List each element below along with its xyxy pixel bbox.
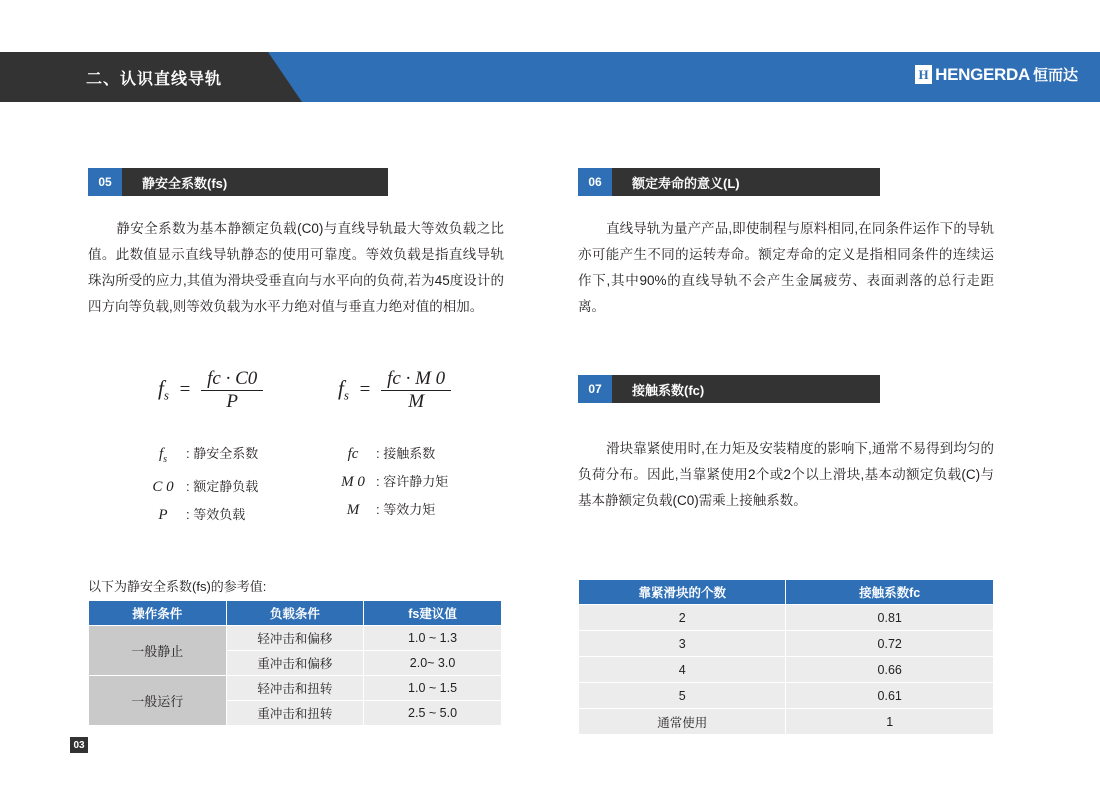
paragraph-fs [88,216,504,320]
table-header-row [89,601,502,626]
table-left-caption: 以下为静安全系数(fs)的参考值: [88,579,267,594]
paragraph-fc [578,436,994,514]
section-label-07: 接触系数(fc) [632,382,705,398]
legend-symbol: P [158,507,168,523]
section-label-05: 静安全系数(fs) [142,175,228,191]
table-row [579,631,994,657]
legend-symbol: C 0 [152,479,174,495]
table-row [579,709,994,735]
paragraph-life [578,216,994,320]
logo-text-cn: 恒而达 [1032,67,1078,84]
logo-mark-icon: H [915,65,932,84]
cell-load: 重冲击和扭转 [226,701,364,726]
legend-desc: 容许静力矩 [383,474,449,489]
formula-2-denominator: M [408,391,425,412]
legend-item: $f_s$ : 静安全系数 [140,440,258,473]
paragraph-fc-text: 滑块靠紧使用时,在力矩及安装精度的影响下,通常不易得到均匀的负荷分布。因此,当靠紧使用2个或2个以上滑块,基本动额定负载(C)与基本静额定负载(C0)需乘上接触系数。 [578,441,994,508]
table-header-row [579,580,994,605]
cell-condition: 一般运行 [89,676,227,726]
paragraph-life-text: 直线导轨为量产产品,即使制程与原料相同,在同条件运作下的导轨亦可能产生不同的运转寿命。额定寿命的定义是指相同条件的连续运作下,其中90%的直线导轨不会产生金属疲劳、表面剥落的总行走距离。 [578,221,994,314]
column-header: 负载条件 [226,601,364,626]
cell-count: 4 [579,657,786,683]
page-title: 二、认识直线导轨 [86,71,223,88]
legend-symbol: M [346,502,360,518]
column-header: 靠紧滑块的个数 [579,580,786,605]
legend-right [330,440,448,524]
legend-item: P : 等效负载 [140,501,258,529]
cell-fc: 0.61 [786,683,994,709]
cell-load: 轻冲击和扭转 [226,676,364,701]
cell-value: 2.0~ 3.0 [364,651,502,676]
formula-fs-c0: $f_s$ = $\frac{fc \cdot C0}{P}$ [158,368,263,413]
formula-2-numerator: fc · M 0 [381,368,451,391]
formula-1-numerator: fc · C0 [201,368,263,391]
legend-item: M : 等效力矩 [330,496,448,524]
legend-symbol: fc [347,446,359,462]
cell-value: 2.5 ~ 5.0 [364,701,502,726]
legend-desc: 等效负载 [193,507,246,522]
cell-load: 轻冲击和偏移 [226,626,364,651]
section-number-05: 05 [88,168,122,196]
cell-fc: 0.66 [786,657,994,683]
legend-desc: 静安全系数 [193,446,259,461]
page-number: 03 [70,737,88,753]
legend-desc: 接触系数 [383,446,436,461]
table-row [89,676,502,701]
cell-fc: 0.72 [786,631,994,657]
section-number-07: 07 [578,375,612,403]
legend-left [140,440,258,529]
formula-fs-m0: $f_s$ = $\frac{fc \cdot M 0}{M}$ [338,368,451,413]
cell-value: 1.0 ~ 1.3 [364,626,502,651]
cell-condition: 一般静止 [89,626,227,676]
table-fs-reference [88,600,502,726]
table-row [579,683,994,709]
legend-desc: 等效力矩 [383,502,436,517]
column-header: fs建议值 [364,601,502,626]
table-row [579,605,994,631]
section-number-06: 06 [578,168,612,196]
column-header: 接触系数fc [786,580,994,605]
page-header [0,52,1100,102]
table-row [579,657,994,683]
section-label-06: 额定寿命的意义(L) [632,175,740,191]
column-header: 操作条件 [89,601,227,626]
legend-desc: 额定静负载 [193,479,259,494]
table-contact-factor [578,579,994,735]
legend-symbol: M 0 [341,474,365,490]
section-header-05 [88,168,388,196]
legend-symbol: $f_s$ [158,446,168,465]
cell-value: 1.0 ~ 1.5 [364,676,502,701]
section-header-06 [578,168,880,196]
brand-logo [915,64,1078,85]
cell-count: 3 [579,631,786,657]
cell-load: 重冲击和偏移 [226,651,364,676]
table-row [89,626,502,651]
section-header-07 [578,375,880,403]
formula-1-denominator: P [226,391,238,412]
cell-count: 通常使用 [579,709,786,735]
paragraph-fs-text: 静安全系数为基本静额定负载(C0)与直线导轨最大等效负载之比值。此数值显示直线导轨静态的使用可靠度。等效负载是指直线导轨珠沟所受的应力,其值为滑块受垂直向与水平向的负荷,若为45度设计的四方向等负载,则等效负载为水平力绝对值与垂直力绝对值的相加。 [88,221,504,314]
legend-item: M 0 : 容许静力矩 [330,468,448,496]
cell-count: 2 [579,605,786,631]
legend-item: C 0 : 额定静负载 [140,473,258,501]
legend-item: fc : 接触系数 [330,440,448,468]
logo-text: HENGERDA [935,64,1030,84]
cell-fc: 1 [786,709,994,735]
cell-fc: 0.81 [786,605,994,631]
cell-count: 5 [579,683,786,709]
